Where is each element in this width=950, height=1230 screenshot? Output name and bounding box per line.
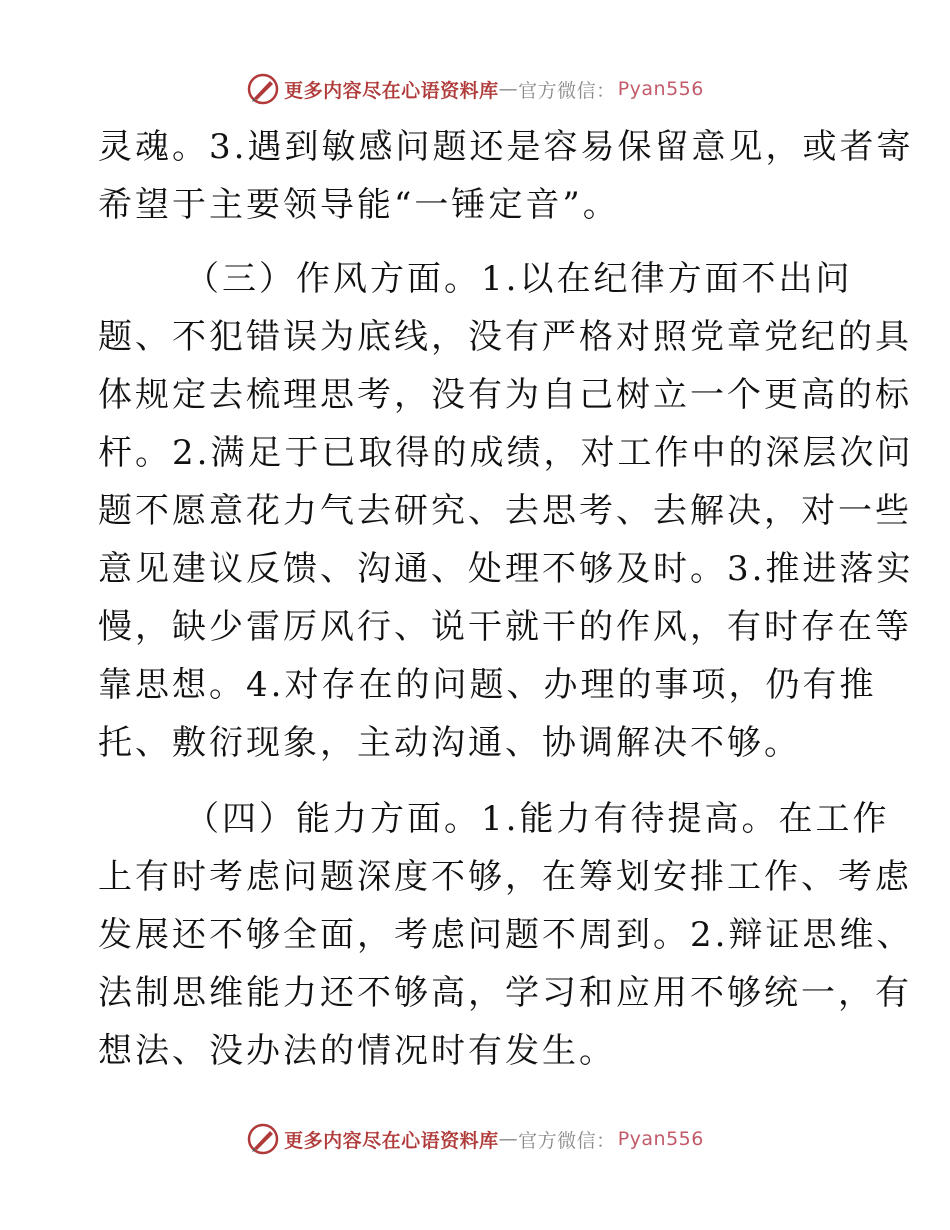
watermark-wechat-label: 官方微信： — [518, 1129, 616, 1152]
paragraph-2-line-4: 杆。2.满足于已取得的成绩，对工作中的深层次问 — [98, 433, 914, 473]
watermark-dash: — — [498, 78, 519, 100]
paragraph-2-line-9: 托、敷衍现象，主动沟通、协调解决不够。 — [98, 723, 801, 763]
watermark-dash: — — [498, 1128, 519, 1150]
watermark-footer — [0, 1122, 950, 1156]
paragraph-1-line-2: 希望于主要领导能“一锤定音”。 — [98, 185, 620, 225]
watermark-site-text: 更多内容尽在心语资料库 — [284, 79, 499, 102]
paragraph-3-line-4: 法制思维能力还不够高，学习和应用不够统一，有 — [98, 973, 912, 1013]
paragraph-2-line-6: 意见建议反馈、沟通、处理不够及时。3.推进落实 — [98, 549, 914, 589]
paragraph-2-line-2: 题、不犯错误为底线，没有严格对照党章党纪的具 — [98, 317, 912, 357]
watermark-site-text: 更多内容尽在心语资料库 — [284, 1129, 499, 1152]
paragraph-3-line-1: （四）能力方面。1.能力有待提高。在工作 — [185, 799, 890, 839]
watermark-wechat-id: Pyan556 — [617, 1128, 704, 1150]
watermark-wechat-label: 官方微信： — [518, 79, 616, 102]
paragraph-1-line-1: 灵魂。3.遇到敏感问题还是容易保留意见，或者寄 — [98, 127, 914, 167]
paragraph-2-line-8: 靠思想。4.对存在的问题、办理的事项，仍有推 — [98, 665, 877, 705]
paragraph-3-line-2: 上有时考虑问题深度不够，在筹划安排工作、考虑 — [98, 857, 912, 897]
paragraph-2-line-1: （三）作风方面。1.以在纪律方面不出问 — [185, 259, 853, 299]
paragraph-3-line-5: 想法、没办法的情况时有发生。 — [98, 1031, 616, 1071]
paragraph-2-line-7: 慢，缺少雷厉风行、说干就干的作风，有时存在等 — [98, 607, 912, 647]
paragraph-3-line-3: 发展还不够全面，考虑问题不周到。2.辩证思维、 — [98, 915, 914, 955]
pen-logo-icon — [246, 72, 280, 106]
pen-logo-icon — [246, 1122, 280, 1156]
paragraph-2-line-5: 题不愿意花力气去研究、去思考、去解决，对一些 — [98, 491, 912, 531]
watermark-wechat-id: Pyan556 — [617, 78, 704, 100]
paragraph-2-line-3: 体规定去梳理思考，没有为自己树立一个更高的标 — [98, 375, 912, 415]
watermark-header — [0, 72, 950, 106]
